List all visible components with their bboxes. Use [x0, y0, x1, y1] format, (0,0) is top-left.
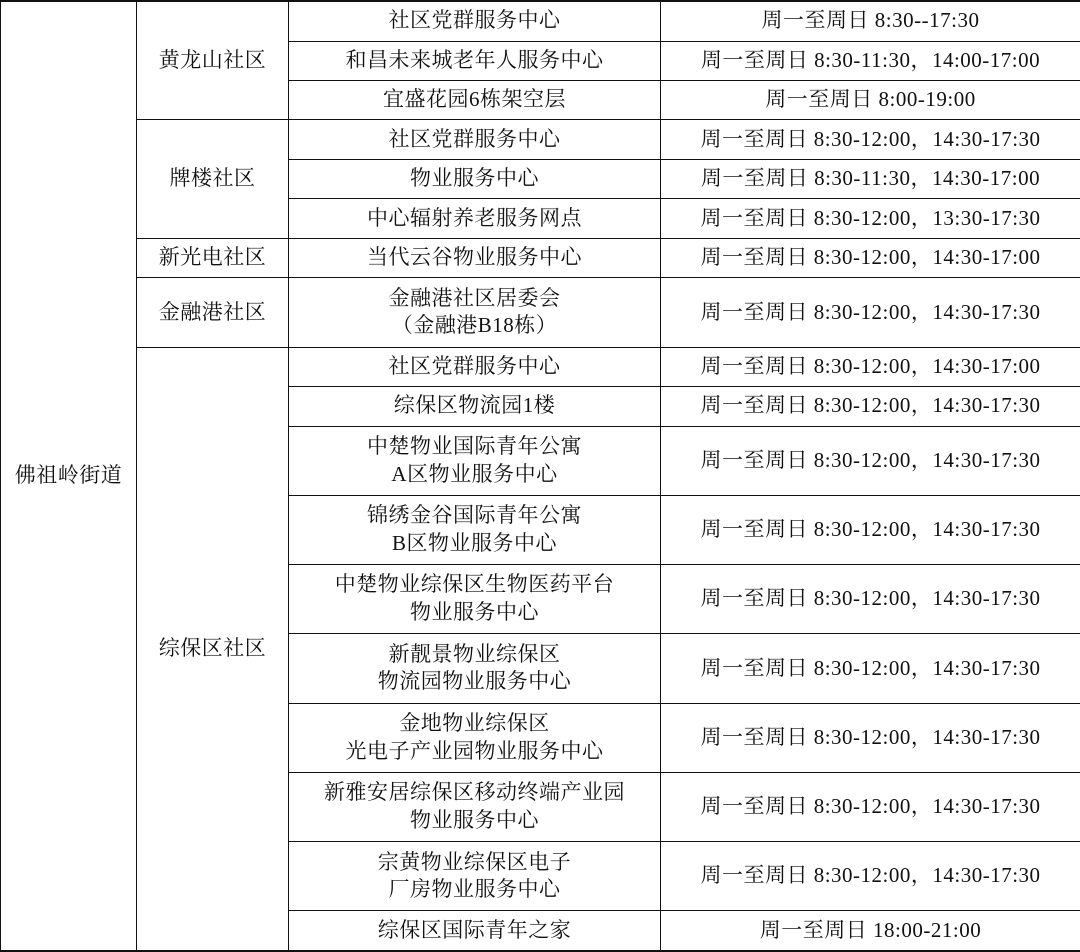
service-point-line: 和昌未来城老年人服务中心 [345, 47, 604, 72]
service-point-cell [289, 347, 661, 386]
service-point-line: 社区党群服务中心 [388, 126, 561, 151]
service-hours-cell [661, 911, 1080, 951]
service-point-line: 物业服务中心 [410, 600, 539, 625]
service-hours-cell [661, 772, 1080, 841]
service-hours-cell [661, 120, 1080, 159]
community-cell: 综保区社区 [137, 347, 289, 951]
service-point-line: 社区党群服务中心 [388, 8, 561, 33]
service-point-cell [289, 41, 661, 80]
service-point-line: 光电子产业园物业服务中心 [345, 738, 604, 763]
community-cell: 黄龙山社区 [137, 1, 289, 120]
service-hours-text: 周一至周日 8:30-12:00，14:30-17:30 [700, 517, 1041, 542]
service-hours-cell [661, 703, 1080, 772]
service-point-line: 物流园物业服务中心 [377, 669, 572, 694]
service-point-line: 物业服务中心 [410, 166, 539, 191]
service-point-line: 物业服务中心 [410, 807, 539, 832]
service-point-line: 中心辐射养老服务网点 [367, 205, 582, 230]
service-point-line: 金地物业综保区 [399, 710, 550, 735]
service-hours-cell [661, 634, 1080, 703]
service-point-line: 当代云谷物业服务中心 [367, 245, 582, 270]
service-point-line: 中楚物业国际青年公寓 [367, 433, 582, 458]
service-hours-cell [661, 199, 1080, 238]
table-row [1, 120, 1080, 159]
service-point-cell [289, 278, 661, 347]
service-point-line: A区物业服务中心 [391, 461, 558, 486]
service-point-cell [289, 199, 661, 238]
service-hours-cell [661, 426, 1080, 495]
service-hours-text: 周一至周日 8:30-12:00，14:30-17:30 [700, 393, 1041, 418]
service-hours-text: 周一至周日 8:30-11:30，14:00-17:00 [700, 47, 1041, 72]
service-hours-text: 周一至周日 8:00-19:00 [765, 87, 976, 112]
service-hours-cell [661, 278, 1080, 347]
service-point-line: 宜盛花园6栋架空层 [383, 87, 566, 112]
service-point-line: 锦绣金谷国际青年公寓 [367, 503, 582, 528]
service-point-cell [289, 772, 661, 841]
service-point-cell [289, 565, 661, 634]
service-point-cell [289, 495, 661, 564]
table-row [1, 1, 1080, 41]
service-point-line: 中楚物业综保区生物医药平台 [334, 572, 615, 597]
service-point-cell [289, 703, 661, 772]
service-hours-text: 周一至周日 8:30-12:00，14:30-17:30 [700, 794, 1041, 819]
service-hours-text: 周一至周日 8:30-12:00，13:30-17:30 [700, 205, 1041, 230]
service-hours-text: 周一至周日 8:30-12:00，14:30-17:30 [700, 126, 1041, 151]
service-point-line: 新雅安居综保区移动终端产业园 [324, 780, 625, 805]
service-hours-cell [661, 495, 1080, 564]
table-row [1, 238, 1080, 277]
service-hours-text: 周一至周日 8:30-12:00，14:30-17:30 [700, 299, 1041, 324]
service-point-line: （金融港B18栋） [391, 313, 558, 338]
service-point-cell [289, 387, 661, 426]
service-point-line: 金融港社区居委会 [388, 285, 561, 310]
service-hours-text: 周一至周日 8:30-12:00，14:30-17:30 [700, 447, 1041, 472]
service-hours-cell [661, 41, 1080, 80]
service-point-cell [289, 80, 661, 119]
service-point-line: 社区党群服务中心 [388, 353, 561, 378]
service-hours-text: 周一至周日 8:30--17:30 [761, 8, 980, 33]
table-row [1, 278, 1080, 347]
community-cell: 新光电社区 [137, 238, 289, 277]
service-point-cell [289, 911, 661, 951]
service-point-line: 厂房物业服务中心 [388, 877, 561, 902]
service-hours-cell [661, 238, 1080, 277]
service-point-line: 宗黄物业综保区电子 [377, 849, 572, 874]
community-cell: 牌楼社区 [137, 120, 289, 238]
table-body [1, 1, 1080, 951]
service-point-line: B区物业服务中心 [391, 530, 557, 555]
service-point-cell [289, 159, 661, 198]
service-hours-text: 周一至周日 18:00-21:00 [759, 917, 982, 942]
service-hours-text: 周一至周日 8:30-12:00，14:30-17:30 [700, 724, 1041, 749]
service-hours-cell [661, 347, 1080, 386]
service-point-cell [289, 120, 661, 159]
service-hours-text: 周一至周日 8:30-12:00，14:30-17:30 [700, 586, 1041, 611]
service-hours-cell [661, 842, 1080, 911]
service-point-cell [289, 842, 661, 911]
service-point-line: 新靓景物业综保区 [388, 641, 561, 666]
service-hours-cell [661, 80, 1080, 119]
service-point-cell [289, 1, 661, 41]
service-point-line: 综保区物流园1楼 [393, 393, 556, 418]
service-point-line: 综保区国际青年之家 [377, 917, 572, 942]
service-hours-cell [661, 565, 1080, 634]
service-point-cell [289, 238, 661, 277]
service-hours-cell [661, 1, 1080, 41]
table-row [1, 347, 1080, 386]
service-point-cell [289, 634, 661, 703]
community-cell: 金融港社区 [137, 278, 289, 347]
street-cell: 佛祖岭街道 [1, 1, 137, 951]
service-hours-text: 周一至周日 8:30-12:00，14:30-17:30 [700, 863, 1041, 888]
service-hours-text: 周一至周日 8:30-12:00，14:30-17:30 [700, 655, 1041, 680]
service-hours-text: 周一至周日 8:30-12:00，14:30-17:00 [700, 353, 1041, 378]
service-point-cell [289, 426, 661, 495]
service-hours-text: 周一至周日 8:30-11:30，14:30-17:00 [700, 166, 1041, 191]
service-hours-text: 周一至周日 8:30-12:00，14:30-17:00 [700, 245, 1041, 270]
service-hours-cell [661, 159, 1080, 198]
service-hours-cell [661, 387, 1080, 426]
